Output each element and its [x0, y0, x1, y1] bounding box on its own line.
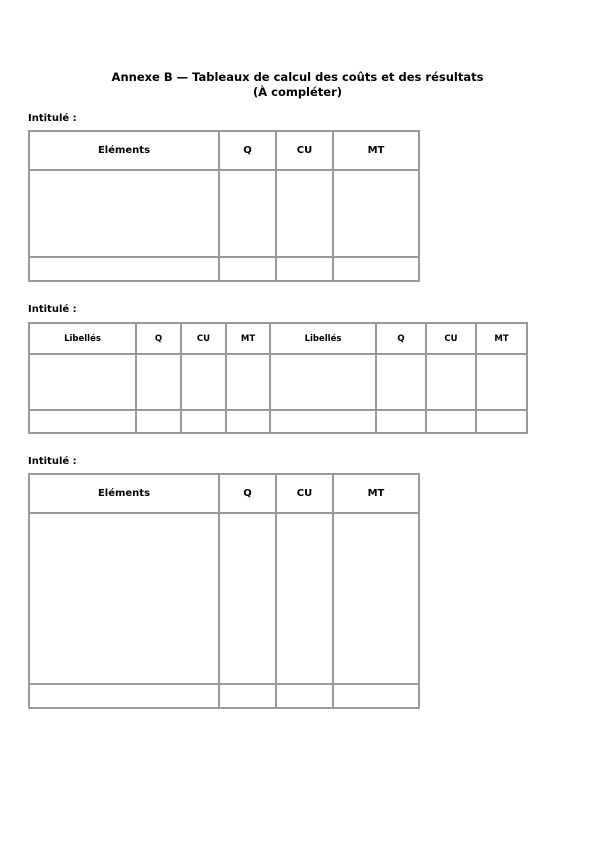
- document-title: [0, 70, 595, 100]
- header-cu: CU: [276, 131, 333, 170]
- header-cu-left: CU: [181, 323, 226, 354]
- cell-elements[interactable]: [29, 513, 219, 684]
- total-mt[interactable]: [333, 257, 419, 281]
- header-libelles-right: Libellés: [270, 323, 376, 354]
- cell-mt-right[interactable]: [476, 354, 527, 410]
- total-mt-left[interactable]: [226, 410, 270, 433]
- total-cu[interactable]: [276, 257, 333, 281]
- cell-elements[interactable]: [29, 170, 219, 257]
- total-cu-left[interactable]: [181, 410, 226, 433]
- header-cu-right: CU: [426, 323, 476, 354]
- header-mt: MT: [333, 474, 419, 513]
- total-q-right[interactable]: [376, 410, 426, 433]
- total-libelles-right[interactable]: [270, 410, 376, 433]
- total-elements[interactable]: [29, 684, 219, 708]
- total-mt[interactable]: [333, 684, 419, 708]
- header-q: Q: [219, 474, 276, 513]
- header-mt-right: MT: [476, 323, 527, 354]
- header-q-left: Q: [136, 323, 181, 354]
- total-q-left[interactable]: [136, 410, 181, 433]
- cell-cu[interactable]: [276, 513, 333, 684]
- header-q: Q: [219, 131, 276, 170]
- cell-cu-left[interactable]: [181, 354, 226, 410]
- total-mt-right[interactable]: [476, 410, 527, 433]
- cell-libelles-right[interactable]: [270, 354, 376, 410]
- cell-q-left[interactable]: [136, 354, 181, 410]
- cell-libelles-left[interactable]: [29, 354, 136, 410]
- header-libelles-left: Libellés: [29, 323, 136, 354]
- cell-q[interactable]: [219, 513, 276, 684]
- cell-cu-right[interactable]: [426, 354, 476, 410]
- cost-table-3: [28, 473, 420, 709]
- cost-table-2: [28, 322, 528, 434]
- header-cu: CU: [276, 474, 333, 513]
- table-2-label: Intitulé :: [28, 304, 77, 315]
- table-3-label: Intitulé :: [28, 456, 77, 467]
- total-elements[interactable]: [29, 257, 219, 281]
- cell-cu[interactable]: [276, 170, 333, 257]
- cost-table-1: [28, 130, 420, 282]
- cell-mt-left[interactable]: [226, 354, 270, 410]
- total-q[interactable]: [219, 257, 276, 281]
- header-q-right: Q: [376, 323, 426, 354]
- table-1-label: Intitulé :: [28, 113, 77, 124]
- cell-mt[interactable]: [333, 170, 419, 257]
- total-q[interactable]: [219, 684, 276, 708]
- cell-q-right[interactable]: [376, 354, 426, 410]
- total-libelles-left[interactable]: [29, 410, 136, 433]
- total-cu[interactable]: [276, 684, 333, 708]
- title-line-1: Annexe B — Tableaux de calcul des coûts et des résultats: [111, 70, 484, 84]
- header-mt: MT: [333, 131, 419, 170]
- cell-q[interactable]: [219, 170, 276, 257]
- title-line-2: (À compléter): [252, 85, 343, 99]
- header-elements: Eléments: [29, 474, 219, 513]
- header-elements: Eléments: [29, 131, 219, 170]
- header-mt-left: MT: [226, 323, 270, 354]
- total-cu-right[interactable]: [426, 410, 476, 433]
- cell-mt[interactable]: [333, 513, 419, 684]
